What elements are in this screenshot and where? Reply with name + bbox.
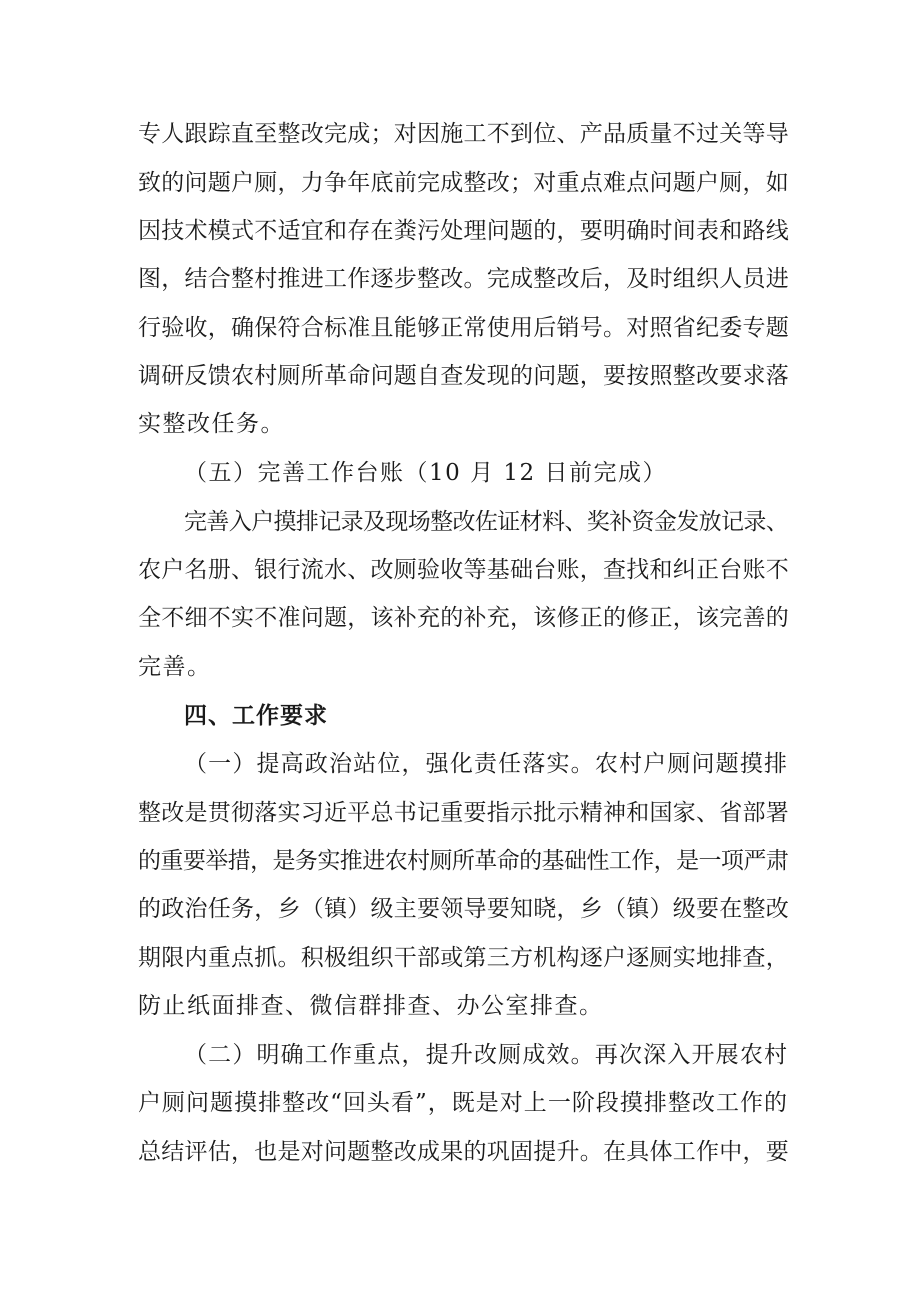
- body-text-line: 的政治任务，乡（镇）级主要领导要知晓，乡（镇）级要在整改: [138, 896, 789, 922]
- body-text-line: 行验收，确保符合标准且能够正常使用后销号。对照省纪委专题: [138, 315, 789, 341]
- body-text-line: 整改是贯彻落实习近平总书记重要指示批示精神和国家、省部署: [138, 800, 789, 826]
- section-heading: 四、工作要求: [184, 703, 328, 729]
- body-text-line: 防止纸面排查、微信群排查、办公室排查。: [138, 993, 604, 1019]
- body-text-line: 的重要举措，是务实推进农村厕所革命的基础性工作，是一项严肃: [138, 848, 788, 874]
- body-text-line: 调研反馈农村厕所革命问题自查发现的问题，要按照整改要求落: [138, 363, 789, 389]
- body-text-line: 完善。: [138, 654, 212, 680]
- body-text-line: （二）明确工作重点，提升改厕成效。再次深入开展农村: [184, 1042, 788, 1068]
- body-text-line: 致的问题户厕，力争年底前完成整改；对重点难点问题户厕，如: [138, 170, 789, 196]
- body-text-line: 户厕问题摸排整改“回头看”，既是对上一阶段摸排整改工作的: [138, 1090, 788, 1116]
- body-text-line: 因技术模式不适宜和存在粪污处理问题的，要明确时间表和路线: [138, 218, 789, 244]
- body-text-line: 图，结合整村推进工作逐步整改。完成整改后，及时组织人员进: [138, 266, 789, 292]
- section-subheading: （五）完善工作台账（10 月 12 日前完成）: [184, 460, 667, 486]
- body-text-line: 实整改任务。: [138, 411, 285, 437]
- body-text-line: （一）提高政治站位，强化责任落实。农村户厕问题摸排: [184, 751, 788, 777]
- body-text-line: 期限内重点抓。积极组织干部或第三方机构逐户逐厕实地排查，: [138, 945, 789, 971]
- body-text-line: 农户名册、银行流水、改厕验收等基础台账，查找和纠正台账不: [138, 557, 789, 583]
- body-text-line: 专人跟踪直至整改完成；对因施工不到位、产品质量不过关等导: [138, 121, 789, 147]
- body-text-line: 全不细不实不准问题，该补充的补充，该修正的修正，该完善的: [138, 605, 789, 631]
- body-text-line: 总结评估，也是对问题整改成果的巩固提升。在具体工作中，要: [138, 1139, 789, 1165]
- body-text-line: 完善入户摸排记录及现场整改佐证材料、奖补资金发放记录、: [184, 509, 788, 535]
